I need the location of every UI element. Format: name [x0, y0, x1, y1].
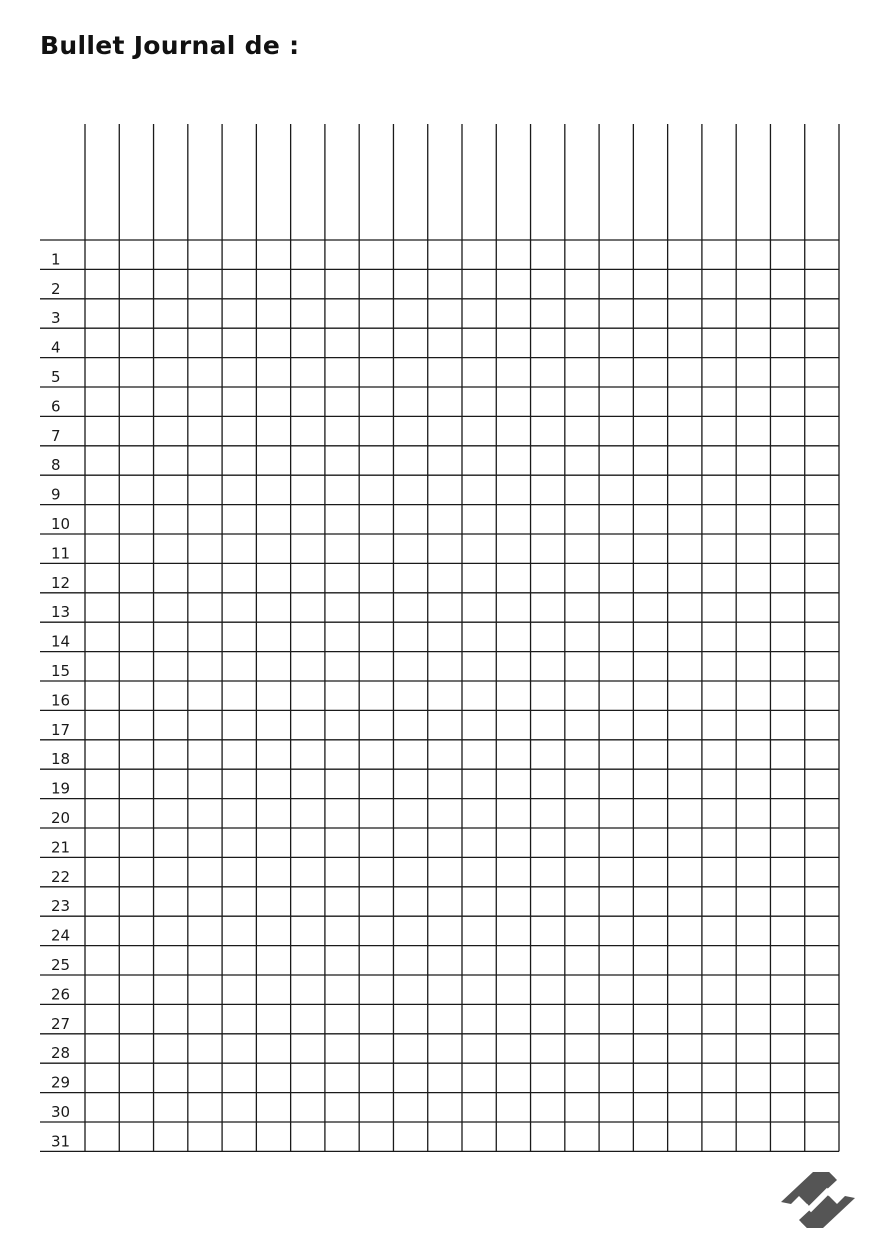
- day-label: 12: [51, 573, 71, 592]
- day-label: 2: [51, 279, 61, 298]
- day-label: 21: [51, 838, 71, 857]
- day-label: 1: [51, 250, 61, 269]
- day-label: 19: [51, 779, 71, 798]
- day-label: 16: [51, 691, 71, 710]
- day-label: 17: [51, 720, 71, 739]
- day-label: 22: [51, 867, 71, 886]
- day-label: 31: [51, 1132, 71, 1151]
- logo-shape: [781, 1172, 855, 1228]
- day-label: 18: [51, 750, 71, 769]
- day-label: 4: [51, 338, 61, 357]
- day-label: 15: [51, 662, 71, 680]
- day-label: 13: [51, 603, 71, 622]
- page-title: Bullet Journal de :: [40, 31, 300, 60]
- day-label: 8: [51, 456, 61, 475]
- day-label: 24: [51, 926, 71, 945]
- day-label: 30: [51, 1103, 71, 1121]
- day-label: 27: [51, 1014, 71, 1033]
- day-label: 20: [51, 809, 71, 827]
- day-label: 29: [51, 1073, 71, 1092]
- day-label: 3: [51, 309, 61, 328]
- day-label: 6: [51, 397, 61, 416]
- day-label: 5: [51, 368, 61, 386]
- day-label: 28: [51, 1044, 71, 1063]
- day-label: 9: [51, 485, 61, 504]
- day-label: 11: [51, 544, 71, 563]
- lightning-bolt-logo-icon: [777, 1168, 859, 1232]
- day-label: 7: [51, 426, 61, 445]
- day-label: 25: [51, 956, 71, 974]
- day-label: 10: [51, 515, 71, 533]
- day-label: 26: [51, 985, 71, 1004]
- day-label: 14: [51, 632, 71, 651]
- day-label: 23: [51, 897, 71, 916]
